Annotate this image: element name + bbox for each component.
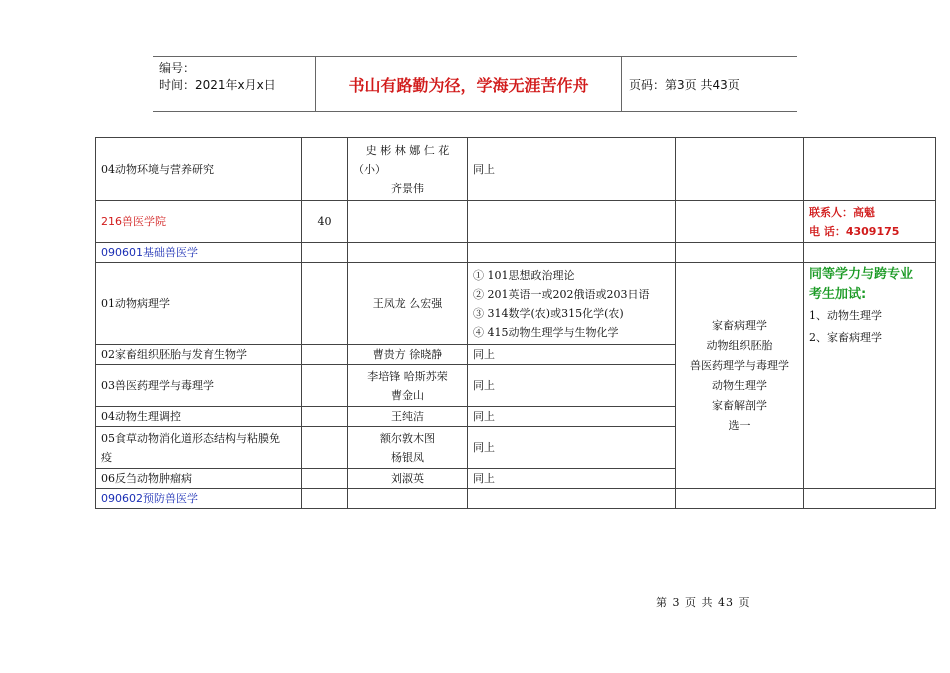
retest-subjects-cell — [676, 263, 804, 489]
note-cell — [804, 138, 936, 201]
department-name: 216兽医学院 — [96, 201, 302, 243]
empty-cell — [676, 243, 804, 263]
retest-subject: 兽医药理学与毒理学 — [690, 358, 789, 372]
extra-exam-item: 2、家畜病理学 — [809, 331, 882, 344]
doc-number-label: 编号： — [159, 61, 196, 75]
page-footer: 第 3 页 共 43 页 — [656, 596, 751, 609]
empty-cell — [804, 489, 936, 509]
table-row — [96, 243, 936, 263]
teacher-names: 史 彬 林 娜 仁 花 — [365, 143, 450, 157]
retest-subject: 动物生理学 — [712, 378, 767, 392]
teachers-cell: 王纯洁 — [348, 407, 468, 427]
contact-phone: 电 话：4309175 — [809, 224, 900, 238]
table-row — [96, 138, 936, 201]
header-page-number: 页码：第3页 共43页 — [629, 77, 740, 92]
empty-cell — [348, 243, 468, 263]
exam-subject: ② 201英语一或202俄语或203日语 — [473, 287, 650, 301]
exam-subject: ① 101思想政治理论 — [473, 268, 575, 282]
empty-cell — [804, 243, 936, 263]
extra-exam-title: 同等学力与跨专业 — [809, 267, 914, 282]
direction-cell: 02家畜组织胚胎与发育生物学 — [96, 345, 302, 365]
teacher-names: 曹金山 — [391, 388, 424, 402]
table-row — [96, 201, 936, 243]
direction-cell: 04动物生理调控 — [96, 407, 302, 427]
empty-cell — [676, 489, 804, 509]
direction-text: 05食草动物消化道形态结构与粘膜免 — [101, 431, 280, 445]
enroll-count: 40 — [302, 201, 348, 243]
extra-exam-title: 考生加试: — [809, 287, 867, 302]
extra-exam-cell — [804, 263, 936, 489]
retest-cell — [676, 138, 804, 201]
teachers-cell — [348, 365, 468, 407]
teacher-names: 杨银凤 — [391, 450, 424, 464]
contact-name: 联系人：高魁 — [809, 205, 875, 219]
retest-subject: 家畜解剖学 — [712, 398, 767, 412]
teachers-cell — [348, 138, 468, 201]
header-meta — [159, 60, 319, 94]
direction-cell — [96, 427, 302, 469]
exam-cell: 同上 — [468, 345, 676, 365]
extra-exam-item: 1、动物生理学 — [809, 309, 882, 322]
exam-cell: 同上 — [468, 469, 676, 489]
exam-subjects-cell — [468, 263, 676, 345]
retest-cell — [676, 201, 804, 243]
teachers-cell: 刘淑英 — [348, 469, 468, 489]
exam-cell — [468, 201, 676, 243]
teacher-names: 齐景伟 — [391, 181, 424, 195]
exam-cell: 同上 — [468, 407, 676, 427]
empty-cell — [468, 489, 676, 509]
teachers-cell — [348, 427, 468, 469]
empty-cell — [348, 489, 468, 509]
direction-cell: 04动物环境与营养研究 — [96, 138, 302, 201]
retest-subject: 选一 — [728, 418, 751, 432]
direction-cell: 06反刍动物肿瘤病 — [96, 469, 302, 489]
teachers-cell — [348, 201, 468, 243]
exam-cell: 同上 — [468, 365, 676, 407]
header-motto: 书山有路勤为径，学海无涯苦作舟 — [348, 75, 589, 95]
teachers-cell: 王凤龙 么宏强 — [348, 263, 468, 345]
retest-subject: 家畜病理学 — [712, 318, 767, 332]
empty-cell — [468, 243, 676, 263]
table-row — [96, 263, 936, 345]
teacher-names: （小） — [353, 162, 386, 176]
exam-subject: ③ 314数学(农)或315化学(农) — [473, 306, 624, 320]
enroll-cell — [302, 365, 348, 407]
specialty-name: 090602预防兽医学 — [96, 489, 302, 509]
enroll-cell — [302, 138, 348, 201]
direction-cell: 03兽医药理学与毒理学 — [96, 365, 302, 407]
exam-cell: 同上 — [468, 138, 676, 201]
header-divider — [621, 57, 622, 111]
table-row — [96, 489, 936, 509]
page-header — [153, 56, 797, 112]
retest-subject: 动物组织胚胎 — [706, 338, 773, 352]
empty-cell — [302, 489, 348, 509]
enroll-cell — [302, 345, 348, 365]
contact-cell — [804, 201, 936, 243]
exam-subject: ④ 415动物生理学与生物化学 — [473, 325, 619, 339]
teacher-names: 李培锋 哈斯苏荣 — [367, 369, 448, 383]
enroll-cell — [302, 407, 348, 427]
doc-time-label: 时间：2021年x月x日 — [159, 78, 276, 92]
direction-text: 疫 — [101, 450, 112, 464]
exam-cell: 同上 — [468, 427, 676, 469]
specialty-name: 090601基础兽医学 — [96, 243, 302, 263]
teachers-cell: 曹贵方 徐晓静 — [348, 345, 468, 365]
program-table — [95, 137, 936, 509]
empty-cell — [302, 243, 348, 263]
direction-cell: 01动物病理学 — [96, 263, 302, 345]
enroll-cell — [302, 427, 348, 469]
enroll-cell — [302, 263, 348, 345]
teacher-names: 额尔敦木图 — [380, 431, 435, 445]
enroll-cell — [302, 469, 348, 489]
